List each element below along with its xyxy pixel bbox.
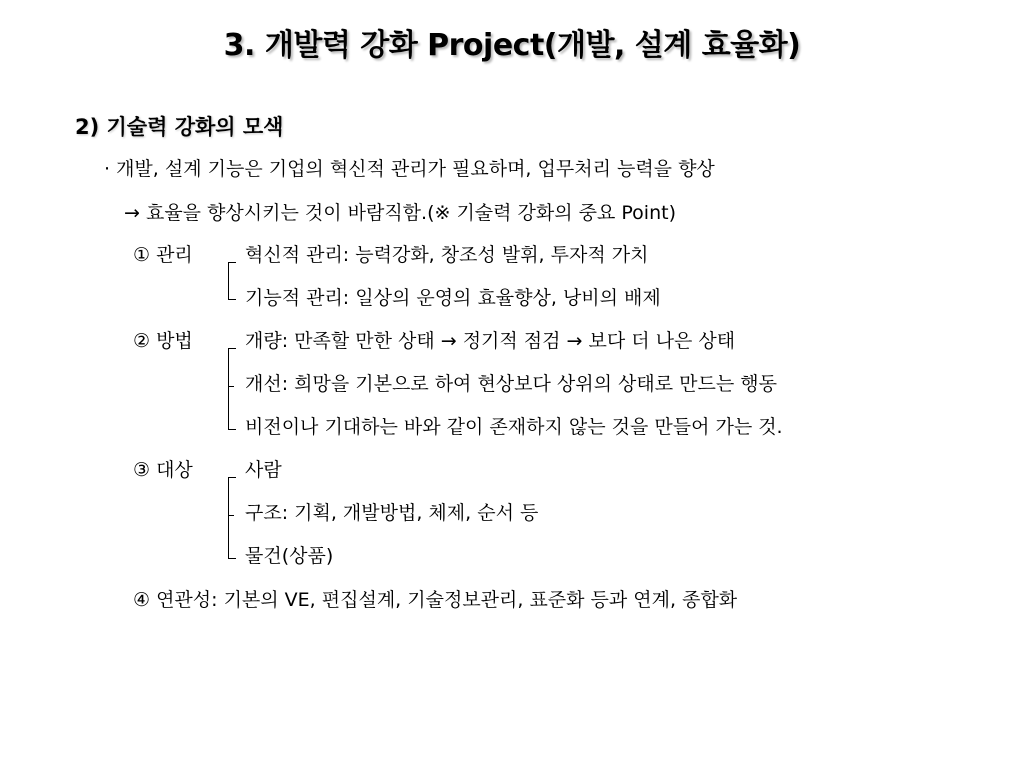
method-item: 비전이나 기대하는 바와 같이 존재하지 않는 것을 만들어 가는 것. bbox=[245, 416, 783, 438]
bracket-management bbox=[228, 262, 236, 300]
target-item: 물건(상품) bbox=[245, 545, 334, 567]
intro-arrow-line: → 효율을 향상시키는 것이 바람직함.(※ 기술력 강화의 중요 Point) bbox=[124, 202, 676, 224]
page-title: 3. 개발력 강화 Project(개발, 설계 효율화) bbox=[223, 28, 801, 63]
bracket-method bbox=[228, 348, 236, 430]
target-item: 구조: 기획, 개발방법, 체제, 순서 등 bbox=[245, 502, 539, 524]
related-line: ④ 연관성: 기본의 VE, 편집설계, 기술정보관리, 표준화 등과 연계, 종합화 bbox=[133, 589, 738, 611]
group-label-target: ③ 대상 bbox=[133, 459, 193, 481]
method-item: 개선: 희망을 기본으로 하여 현상보다 상위의 상태로 만드는 행동 bbox=[245, 373, 777, 395]
bracket-target bbox=[228, 477, 236, 559]
intro-bullet-line: · 개발, 설계 기능은 기업의 혁신적 관리가 필요하며, 업무처리 능력을 향상 bbox=[104, 158, 715, 180]
bracket-tick bbox=[228, 386, 234, 387]
management-item: 기능적 관리: 일상의 운영의 효율향상, 낭비의 배제 bbox=[245, 287, 661, 309]
bracket-tick bbox=[228, 515, 234, 516]
group-label-management: ① 관리 bbox=[133, 244, 193, 266]
management-item: 혁신적 관리: 능력강화, 창조성 발휘, 투자적 가치 bbox=[245, 244, 649, 266]
group-label-method: ② 방법 bbox=[133, 330, 193, 352]
method-item: 개량: 만족할 만한 상태 → 정기적 점검 → 보다 더 나은 상태 bbox=[245, 330, 736, 352]
section-heading: 2) 기술력 강화의 모색 bbox=[75, 115, 284, 139]
target-item: 사람 bbox=[245, 459, 282, 481]
